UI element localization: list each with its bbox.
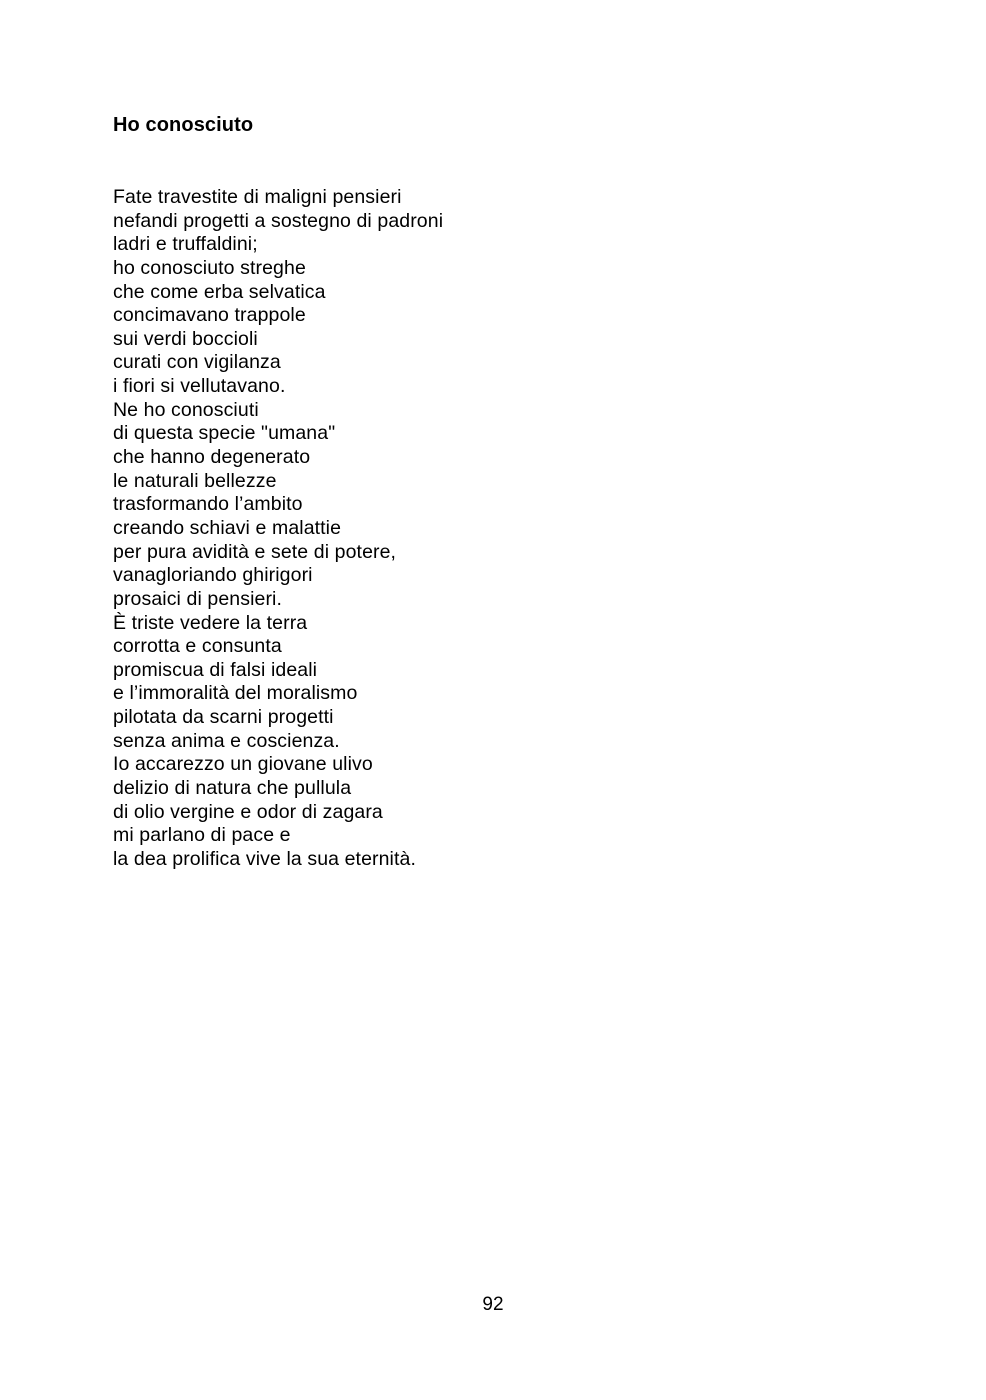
- poem-line: promiscua di falsi ideali: [113, 658, 318, 681]
- poem-line: che hanno degenerato: [113, 446, 311, 469]
- poem-line: corrotta e consunta: [113, 635, 282, 658]
- poem-line: Io accarezzo un giovane ulivo: [113, 753, 373, 776]
- poem-line: senza anima e coscienza.: [113, 729, 340, 752]
- poem-line: pilotata da scarni progetti: [113, 706, 334, 729]
- poem-line: curati con vigilanza: [113, 351, 281, 374]
- poem-line: trasformando l’ambito: [113, 493, 303, 516]
- poem-line: per pura avidità e sete di potere,: [113, 540, 397, 563]
- poem-line: prosaici di pensieri.: [113, 587, 283, 610]
- poem-body: [113, 186, 443, 872]
- poem-line: nefandi progetti a sostegno di padroni: [113, 209, 444, 232]
- poem-line: creando schiavi e malattie: [113, 516, 342, 539]
- poem-line: Ne ho conosciuti: [113, 398, 259, 421]
- poem-line: ladri e truffaldini;: [113, 233, 258, 256]
- poem-title: Ho conosciuto: [113, 114, 254, 136]
- poem-line: concimavano trappole: [113, 304, 306, 327]
- poem-line: sui verdi boccioli: [113, 327, 258, 350]
- poem-line: Fate travestite di maligni pensieri: [113, 186, 402, 208]
- poem-line: le naturali bellezze: [113, 469, 277, 492]
- poem-line: È triste vedere la terra: [113, 611, 308, 634]
- page-number: 92: [482, 1294, 504, 1315]
- poem-line: che come erba selvatica: [113, 280, 326, 303]
- poem-line: la dea prolifica vive la sua eternità.: [113, 847, 416, 870]
- poem-line: di olio vergine e odor di zagara: [113, 800, 383, 823]
- poem-line: delizio di natura che pullula: [113, 777, 352, 800]
- poem-line: ho conosciuto streghe: [113, 256, 306, 279]
- poem-line: mi parlano di pace e: [113, 824, 291, 847]
- poem-line: e l’immoralità del moralismo: [113, 682, 358, 705]
- poem-line: di questa specie "umana": [113, 422, 336, 445]
- poem-line: i fiori si vellutavano.: [113, 375, 286, 398]
- poem-line: vanagloriando ghirigori: [113, 564, 313, 587]
